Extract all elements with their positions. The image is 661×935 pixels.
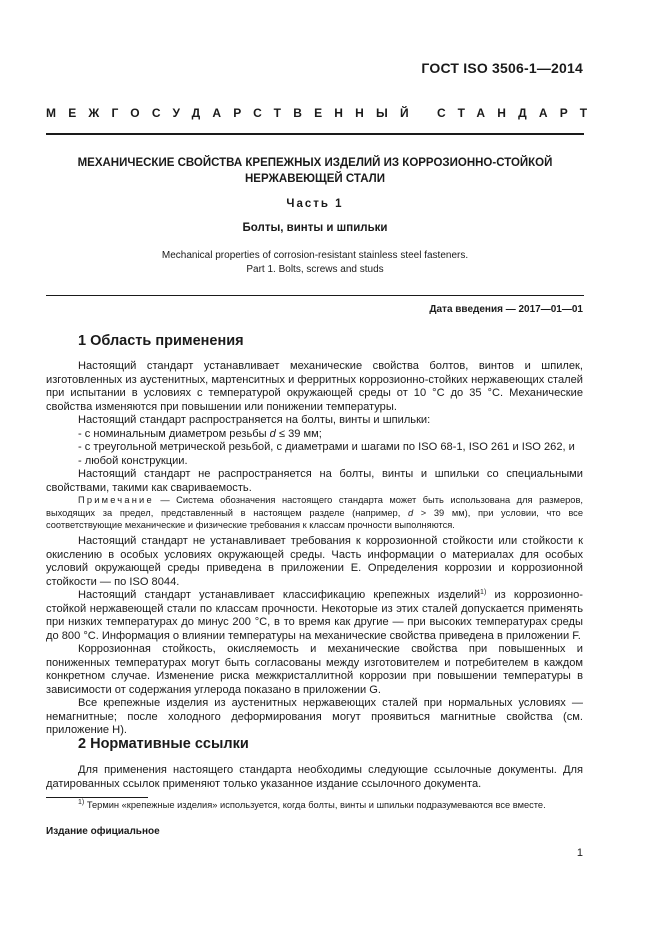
header-divider	[46, 133, 584, 135]
footnote-separator	[46, 797, 148, 798]
section-1-paragraph-2: Настоящий стандарт распространяется на болты, винты и шпильки:	[78, 414, 431, 426]
section-1-paragraph-3: Настоящий стандарт не распространяется на болты, винты и шпильки со специальными свойствами, такими как свариваемость.	[46, 468, 583, 494]
standard-label-word2: СТАНДАРТ	[437, 106, 600, 120]
note-label: Примечание	[78, 495, 154, 505]
list-item-3: - любой конструкции.	[78, 454, 188, 467]
section-2-heading: 2 Нормативные ссылки	[78, 736, 249, 752]
section-2-paragraph-1: Для применения настоящего стандарта необходимы следующие ссылочные документы. Для датированных ссылок применяют только указанное издание ссылочного документа.	[46, 764, 583, 790]
part-label: Часть 1	[286, 198, 344, 210]
note-block: Примечание — Система обозначения настоящего стандарта может быть использована для размеров, выходящих за предел, представленный в настоящем разделе (например, d > 39 мм), при условии, что все соответствующие механические и физические требования к классам прочности выполняются.	[46, 495, 583, 530]
section-1-paragraph-4: Настоящий стандарт не устанавливает требования к коррозионной стойкости или стойкости к окислению в особых условиях окружающей среды. Часть информации о материалах для особых условий окружающей среды приведена в приложении Е. Определения коррозии и коррозионной стойкости — по ISO 8044.	[46, 535, 583, 588]
section-1-body-part2	[46, 535, 583, 738]
section-1-body-part1	[46, 360, 583, 495]
title-line-2: НЕРЖАВЕЮЩЕЙ СТАЛИ	[245, 173, 385, 185]
english-title-line-1: Mechanical properties of corrosion-resistant stainless steel fasteners.	[161, 250, 469, 261]
introduction-date: Дата введения — 2017—01—01	[429, 304, 583, 315]
section-1-paragraph-5: Настоящий стандарт устанавливает классификацию крепежных изделий$^{1)}$ из коррозионно-стойкой нержавеющей стали по классам прочности. Некоторые из этих сталей допускается применять при низких температурах до минус 200 °С, в то время как другие — при высоких температурах среды до 800 °С. Информация о влиянии температуры на механические свойства приведена в приложении F.	[46, 589, 583, 642]
section-1-paragraph-1: Настоящий стандарт устанавливает механические свойства болтов, винтов и шпилек, изготовленных из аустенитных, мартенситных и ферритных коррозионно-стойких нержавеющих сталей при испытании в условиях с температурой окружающей среды от 10 °С до 35 °С. Механические свойства изменяются при повышении или понижении температуры.	[46, 360, 583, 413]
section-2-body	[46, 764, 583, 791]
list-item-1: - с номинальным диаметром резьбы d ≤ 39 мм;	[78, 427, 322, 440]
section-1-heading: 1 Область применения	[78, 333, 244, 349]
document-number: ГОСТ ISO 3506-1—2014	[421, 60, 583, 76]
standard-label-word1: МЕЖГОСУДАРСТВЕННЫЙ	[46, 106, 421, 120]
footnote-reference: 1)	[480, 589, 487, 596]
page-number: 1	[576, 847, 583, 859]
document-title	[46, 155, 584, 187]
section-1-paragraph-7: Все крепежные изделия из аустенитных нержавеющих сталей при нормальных условиях — немагнитные; после холодного деформирования могут проявиться магнитные свойства (см. приложение H).	[46, 697, 583, 736]
english-title	[46, 249, 584, 277]
official-edition-label: Издание официальное	[46, 826, 160, 837]
section-1-paragraph-6: Коррозионная стойкость, окисляемость и механические свойства при повышенных и пониженных температурах могут быть согласованы между изготовителем и потребителем в каждом конкретном случае. Изменение риска межкристаллитной коррозии при повышении температуры в зависимости от содержания углерода показано в приложении G.	[46, 643, 583, 696]
title-line-1: МЕХАНИЧЕСКИЕ СВОЙСТВА КРЕПЕЖНЫХ ИЗДЕЛИЙ ИЗ КОРРОЗИОННО-СТОЙКОЙ	[77, 157, 553, 169]
list-item-2: - с треугольной метрической резьбой, с диаметрами и шагами по ISO 68-1, ISO 261 и ISO 262, и	[78, 441, 575, 453]
title-divider	[46, 295, 584, 296]
english-title-line-2: Part 1. Bolts, screws and studs	[246, 264, 384, 275]
part-subtitle: Болты, винты и шпильки	[242, 222, 388, 234]
footnote: $^{1)}$ Термин «крепежные изделия» используется, когда болты, винты и шпильки подразумеваются все вместе.	[78, 799, 546, 810]
